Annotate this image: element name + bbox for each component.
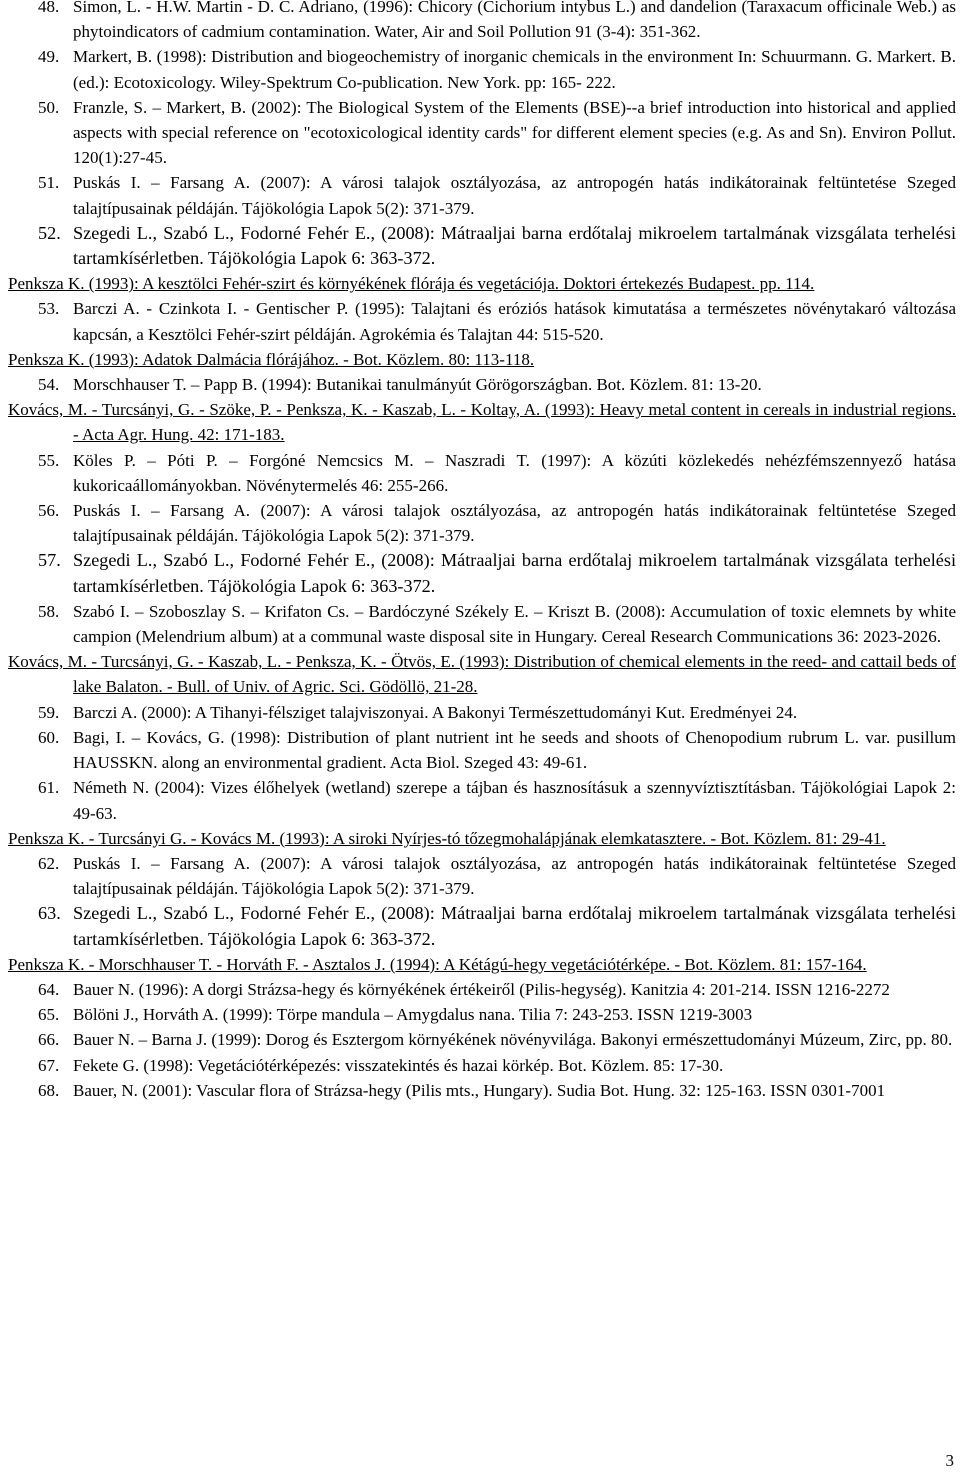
reference-text: Bölöni J., Horváth A. (1999): Törpe mandula – Amygdalus nana. Tilia 7: 243-253. ISSN 1219-3003 xyxy=(73,1005,753,1025)
reference-item xyxy=(8,1002,956,1027)
reference-text: Bagi, I. – Kovács, G. (1998): Distribution of plant nutrient int he seeds and shoots of Chenopodium rubrum L. var. pusillum HAUSSKN. along an environmental gradient. Acta Biol. Szeged 43: 49-61. xyxy=(73,727,956,773)
reference-item xyxy=(8,95,956,171)
reference-text: Penksza K. (1993): Adatok Dalmácia flórájához. - Bot. Közlem. 80: 113-118. xyxy=(8,349,535,369)
reference-text: Fekete G. (1998): Vegetációtérképezés: visszatekintés és hazai körkép. Bot. Közlem. 85: 17-30. xyxy=(73,1055,724,1075)
reference-text: Barczi A. - Czinkota I. - Gentischer P. (1995): Talajtani és eróziós hatások kimutatása a természetes növénytakaró változása kapcsán, a Kesztölci Fehér-szirt példáján. Agrokémia és Talajtan 44: 515-520. xyxy=(73,299,956,344)
reference-item xyxy=(8,649,956,699)
reference-number: 51. xyxy=(38,173,60,193)
reference-item xyxy=(8,826,956,851)
reference-number: 58. xyxy=(38,601,60,621)
reference-item xyxy=(8,901,956,951)
reference-text: Penksza K. (1993): A kesztölci Fehér-szirt és környékének flórája és vegetációja. Doktori értekezés Budapest. pp. 114. xyxy=(8,274,815,294)
reference-text: Franzle, S. – Markert, B. (2002): The Biological System of the Elements (BSE)--a brief introduction into historical and applied aspects with special reference on "ecotoxicological identity cards" for different element species (e.g. As and Sn). Environ Pollut. 120(1):27-45. xyxy=(73,97,956,168)
reference-number: 55. xyxy=(38,450,60,470)
reference-text: Barczi A. (2000): A Tihanyi-félsziget talajviszonyai. A Bakonyi Természettudományi Kut. Eredményei 24. xyxy=(73,702,798,722)
reference-item xyxy=(8,700,956,725)
reference-text: Szegedi L., Szabó L., Fodorné Fehér E., (2008): Mátraaljai barna erdőtalaj mikroelem tartalmának vizsgálata terhelési tartamkísérletben. Tájökológia Lapok 6: 363-372. xyxy=(73,550,956,596)
reference-number: 67. xyxy=(38,1055,60,1075)
reference-item xyxy=(8,725,956,775)
reference-text: Szegedi L., Szabó L., Fodorné Fehér E., (2008): Mátraaljai barna erdőtalaj mikroelem tartalmának vizsgálata terhelési tartamkísérletben. Tájökológia Lapok 6: 363-372. xyxy=(73,222,956,269)
page-number: 3 xyxy=(945,1451,954,1470)
reference-number: 54. xyxy=(38,375,60,395)
reference-item xyxy=(8,1027,956,1052)
reference-item xyxy=(8,448,956,498)
reference-item xyxy=(8,1078,956,1103)
reference-number: 66. xyxy=(38,1030,60,1050)
reference-number: 63. xyxy=(38,903,61,924)
reference-item xyxy=(8,0,956,44)
reference-item xyxy=(8,221,956,271)
reference-text: Köles P. – Póti P. – Forgóné Nemcsics M. – Naszradi T. (1997): A közúti közlekedés nehézfémszennyező hatása kukoricaállományokban. Növénytermelés 46: 255-266. xyxy=(73,450,956,495)
reference-item xyxy=(8,952,956,977)
reference-number: 59. xyxy=(38,702,60,722)
reference-text: Puskás I. – Farsang A. (2007): A városi talajok osztályozása, az antropogén hatás indikátorainak feltüntetése Szeged talajtípusainak példáján. Tájökológia Lapok 5(2): 371-379. xyxy=(73,501,956,546)
reference-number: 62. xyxy=(38,853,60,873)
reference-text: Bauer, N. (2001): Vascular flora of Strázsa-hegy (Pilis mts., Hungary). Sudia Bot. Hung. 32: 125-163. ISSN 0301-7001 xyxy=(73,1080,886,1100)
reference-item xyxy=(8,1053,956,1078)
reference-text: Penksza K. - Morschhauser T. - Horváth F. - Asztalos J. (1994): A Kétágú-hegy vegetációtérképe. - Bot. Közlem. 81: 157-164. xyxy=(8,954,867,974)
reference-text: Németh N. (2004): Vizes élőhelyek (wetland) szerepe a tájban és hasznosításuk a szennyvíztisztításban. Tájökológiai Lapok 2: 49-63. xyxy=(73,778,956,823)
reference-number: 48. xyxy=(38,0,60,16)
reference-text: Szegedi L., Szabó L., Fodorné Fehér E., (2008): Mátraaljai barna erdőtalaj mikroelem tartalmának vizsgálata terhelési tartamkísérletben. Tájökológia Lapok 6: 363-372. xyxy=(73,903,956,949)
reference-text: Puskás I. – Farsang A. (2007): A városi talajok osztályozása, az antropogén hatás indikátorainak feltüntetése Szeged talajtípusainak példáján. Tájökológia Lapok 5(2): 371-379. xyxy=(73,853,956,899)
reference-text: Puskás I. – Farsang A. (2007): A városi talajok osztályozása, az antropogén hatás indikátorainak feltüntetése Szeged talajtípusainak példáján. Tájökológia Lapok 5(2): 371-379. xyxy=(73,173,956,218)
reference-text: Szabó I. – Szoboszlay S. – Krifaton Cs. – Bardóczyné Székely E. – Kriszt B. (2008): Accumulation of toxic elemnets by white campion (Melendrium album) at a communal waste disposal site in Hungary. Cereal Research Communications 36: 2023-2026. xyxy=(73,601,956,647)
reference-number: 68. xyxy=(38,1080,60,1100)
reference-item xyxy=(8,372,956,397)
reference-text: Simon, L. - H.W. Martin - D. C. Adriano, (1996): Chicory (Cichorium intybus L.) and dandelion (Taraxacum officinale Web.) as phytoindicators of cadmium contamination. Water, Air and Soil Pollution 91 (3-4): 351-362. xyxy=(73,0,956,42)
reference-list xyxy=(8,0,956,1103)
reference-number: 60. xyxy=(38,727,60,747)
reference-item xyxy=(8,347,956,372)
reference-text: Markert, B. (1998): Distribution and biogeochemistry of inorganic chemicals in the environment In: Schuurmann. G. Markert. B. (ed.): Ecotoxicology. Wiley-Spektrum Co-publication. New York. pp: 165- 222. xyxy=(73,47,956,92)
reference-text: Bauer N. – Barna J. (1999): Dorog és Esztergom környékének növényvilága. Bakonyi ermészettudományi Múzeum, Zirc, pp. 80. xyxy=(73,1030,953,1050)
reference-number: 50. xyxy=(38,97,60,117)
reference-item xyxy=(8,170,956,220)
reference-item xyxy=(8,296,956,346)
reference-item xyxy=(8,498,956,548)
reference-number: 52. xyxy=(38,222,61,243)
reference-text: Penksza K. - Turcsányi G. - Kovács M. (1993): A siroki Nyírjes-tó tőzegmohalápjának elemkatasztere. - Bot. Közlem. 81: 29-41. xyxy=(8,828,886,848)
reference-item xyxy=(8,397,956,447)
reference-number: 56. xyxy=(38,501,60,521)
reference-number: 53. xyxy=(38,299,60,319)
reference-text: Morschhauser T. – Papp B. (1994): Butanikai tanulmányút Görögországban. Bot. Közlem. 81: 13-20. xyxy=(73,375,762,395)
reference-item xyxy=(8,271,956,296)
reference-item xyxy=(8,599,956,649)
reference-number: 61. xyxy=(38,778,60,798)
reference-text: Kovács, M. - Turcsányi, G. - Szöke, P. - Penksza, K. - Kaszab, L. - Koltay, A. (1993): Heavy metal content in cereals in industrial regions. - Acta Agr. Hung. 42: 171-183. xyxy=(8,400,956,445)
reference-item xyxy=(8,44,956,94)
reference-number: 65. xyxy=(38,1005,60,1025)
reference-item xyxy=(8,775,956,825)
reference-item xyxy=(8,548,956,598)
reference-text: Kovács, M. - Turcsányi, G. - Kaszab, L. - Penksza, K. - Ötvös, E. (1993): Distribution of chemical elements in the reed- and cattail beds of lake Balaton. - Bull. of Univ. of Agric. Sci. Gödöllö, 21-28. xyxy=(8,652,956,697)
reference-text: Bauer N. (1996): A dorgi Strázsa-hegy és környékének értékeiről (Pilis-hegység). Kanitzia 4: 201-214. ISSN 1216-2272 xyxy=(73,979,890,999)
reference-item xyxy=(8,977,956,1002)
reference-number: 57. xyxy=(38,550,61,571)
reference-number: 64. xyxy=(38,979,60,999)
reference-item xyxy=(8,851,956,901)
reference-number: 49. xyxy=(38,47,60,67)
